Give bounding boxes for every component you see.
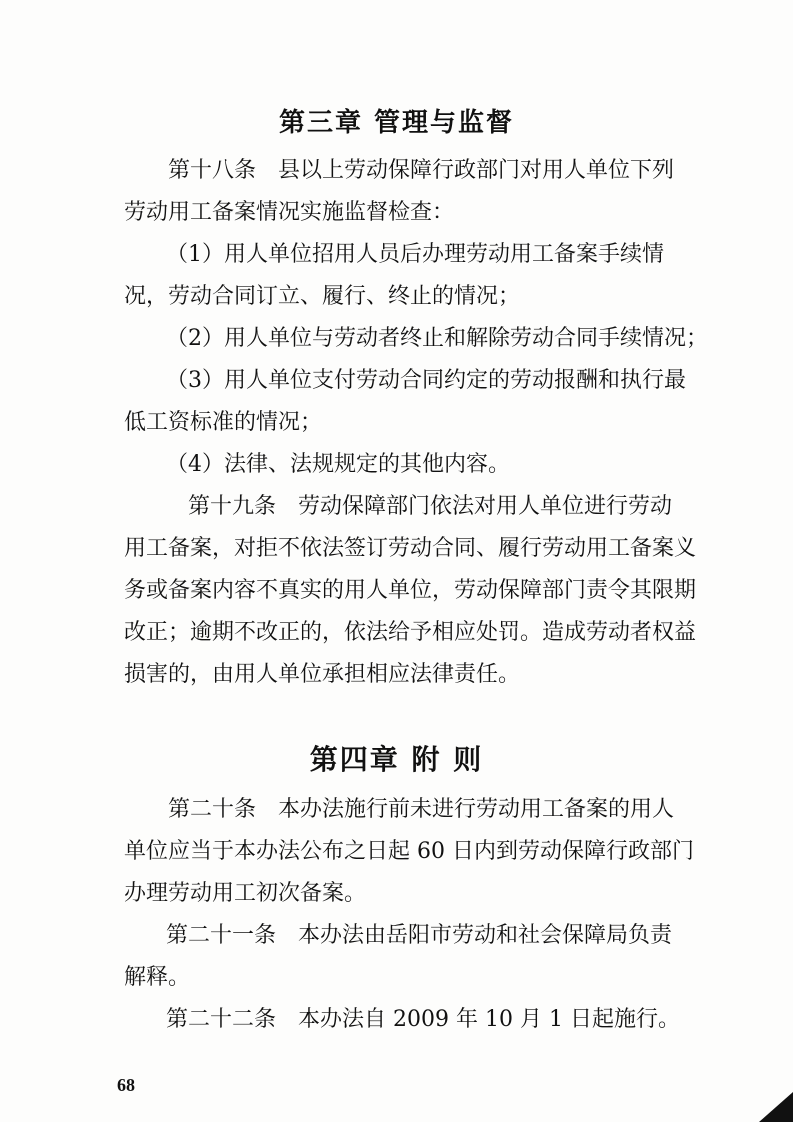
article-22-text-1: 本办法自 2009 年 10 月 1 日起施行。: [298, 1007, 680, 1032]
article-21-line-1: [166, 922, 672, 950]
article-19-heading: 第十九条: [188, 494, 277, 519]
article-21-text-1: 本办法由岳阳市劳动和社会保障局负责: [298, 923, 673, 948]
article-20-heading: 第二十条: [168, 797, 257, 822]
article-20-line-2: 单位应当于本办法公布之日起 60 日内到劳动保障行政部门: [124, 839, 694, 864]
article-18-line-1: [168, 157, 674, 185]
article-20-text-1: 本办法施行前未进行劳动用工备案的用人: [278, 797, 675, 822]
article-19-text-1: 劳动保障部门依法对用人单位进行劳动: [298, 494, 673, 519]
article-22-line-1: [166, 1006, 680, 1034]
item-2: （2）用人单位与劳动者终止和解除劳动合同手续情况；: [166, 326, 708, 351]
article-18-heading: 第十八条: [168, 158, 257, 183]
scan-corner-shadow: [759, 1092, 793, 1122]
article-19-line-4: 改正；逾期不改正的，依法给予相应处罚。造成劳动者权益: [124, 620, 697, 645]
article-22-heading: 第二十二条: [166, 1007, 277, 1032]
item-4: （4）法律、法规规定的其他内容。: [166, 452, 510, 477]
article-19-line-3: 务或备案内容不真实的用人单位，劳动保障部门责令其限期: [124, 578, 697, 603]
item-1-line-1: （1）用人单位招用人员后办理劳动用工备案手续情: [166, 242, 664, 267]
chapter-4-title: 第四章 附 则: [309, 743, 484, 776]
item-3-line-2: 低工资标准的情况；: [124, 410, 323, 435]
page-number: 68: [117, 1075, 135, 1095]
article-20-line-1: [168, 796, 674, 824]
article-21-line-2: 解释。: [124, 965, 191, 990]
article-19-line-1: [188, 493, 672, 521]
article-18-text-1: 县以上劳动保障行政部门对用人单位下列: [278, 158, 675, 183]
article-20-line-3: 办理劳动用工初次备案。: [124, 881, 367, 906]
item-1-line-2: 况，劳动合同订立、履行、终止的情况；: [124, 284, 521, 309]
item-3-line-1: （3）用人单位支付劳动合同约定的劳动报酬和执行最: [166, 368, 686, 393]
article-19-line-5: 损害的，由用人单位承担相应法律责任。: [124, 662, 521, 687]
article-21-heading: 第二十一条: [166, 923, 277, 948]
article-19-line-2: 用工备案，对拒不依法签订劳动合同、履行劳动用工备案义: [124, 536, 697, 561]
article-18-line-2: 劳动用工备案情况实施监督检查：: [124, 200, 455, 225]
chapter-3-title: 第三章 管理与监督: [278, 108, 515, 138]
